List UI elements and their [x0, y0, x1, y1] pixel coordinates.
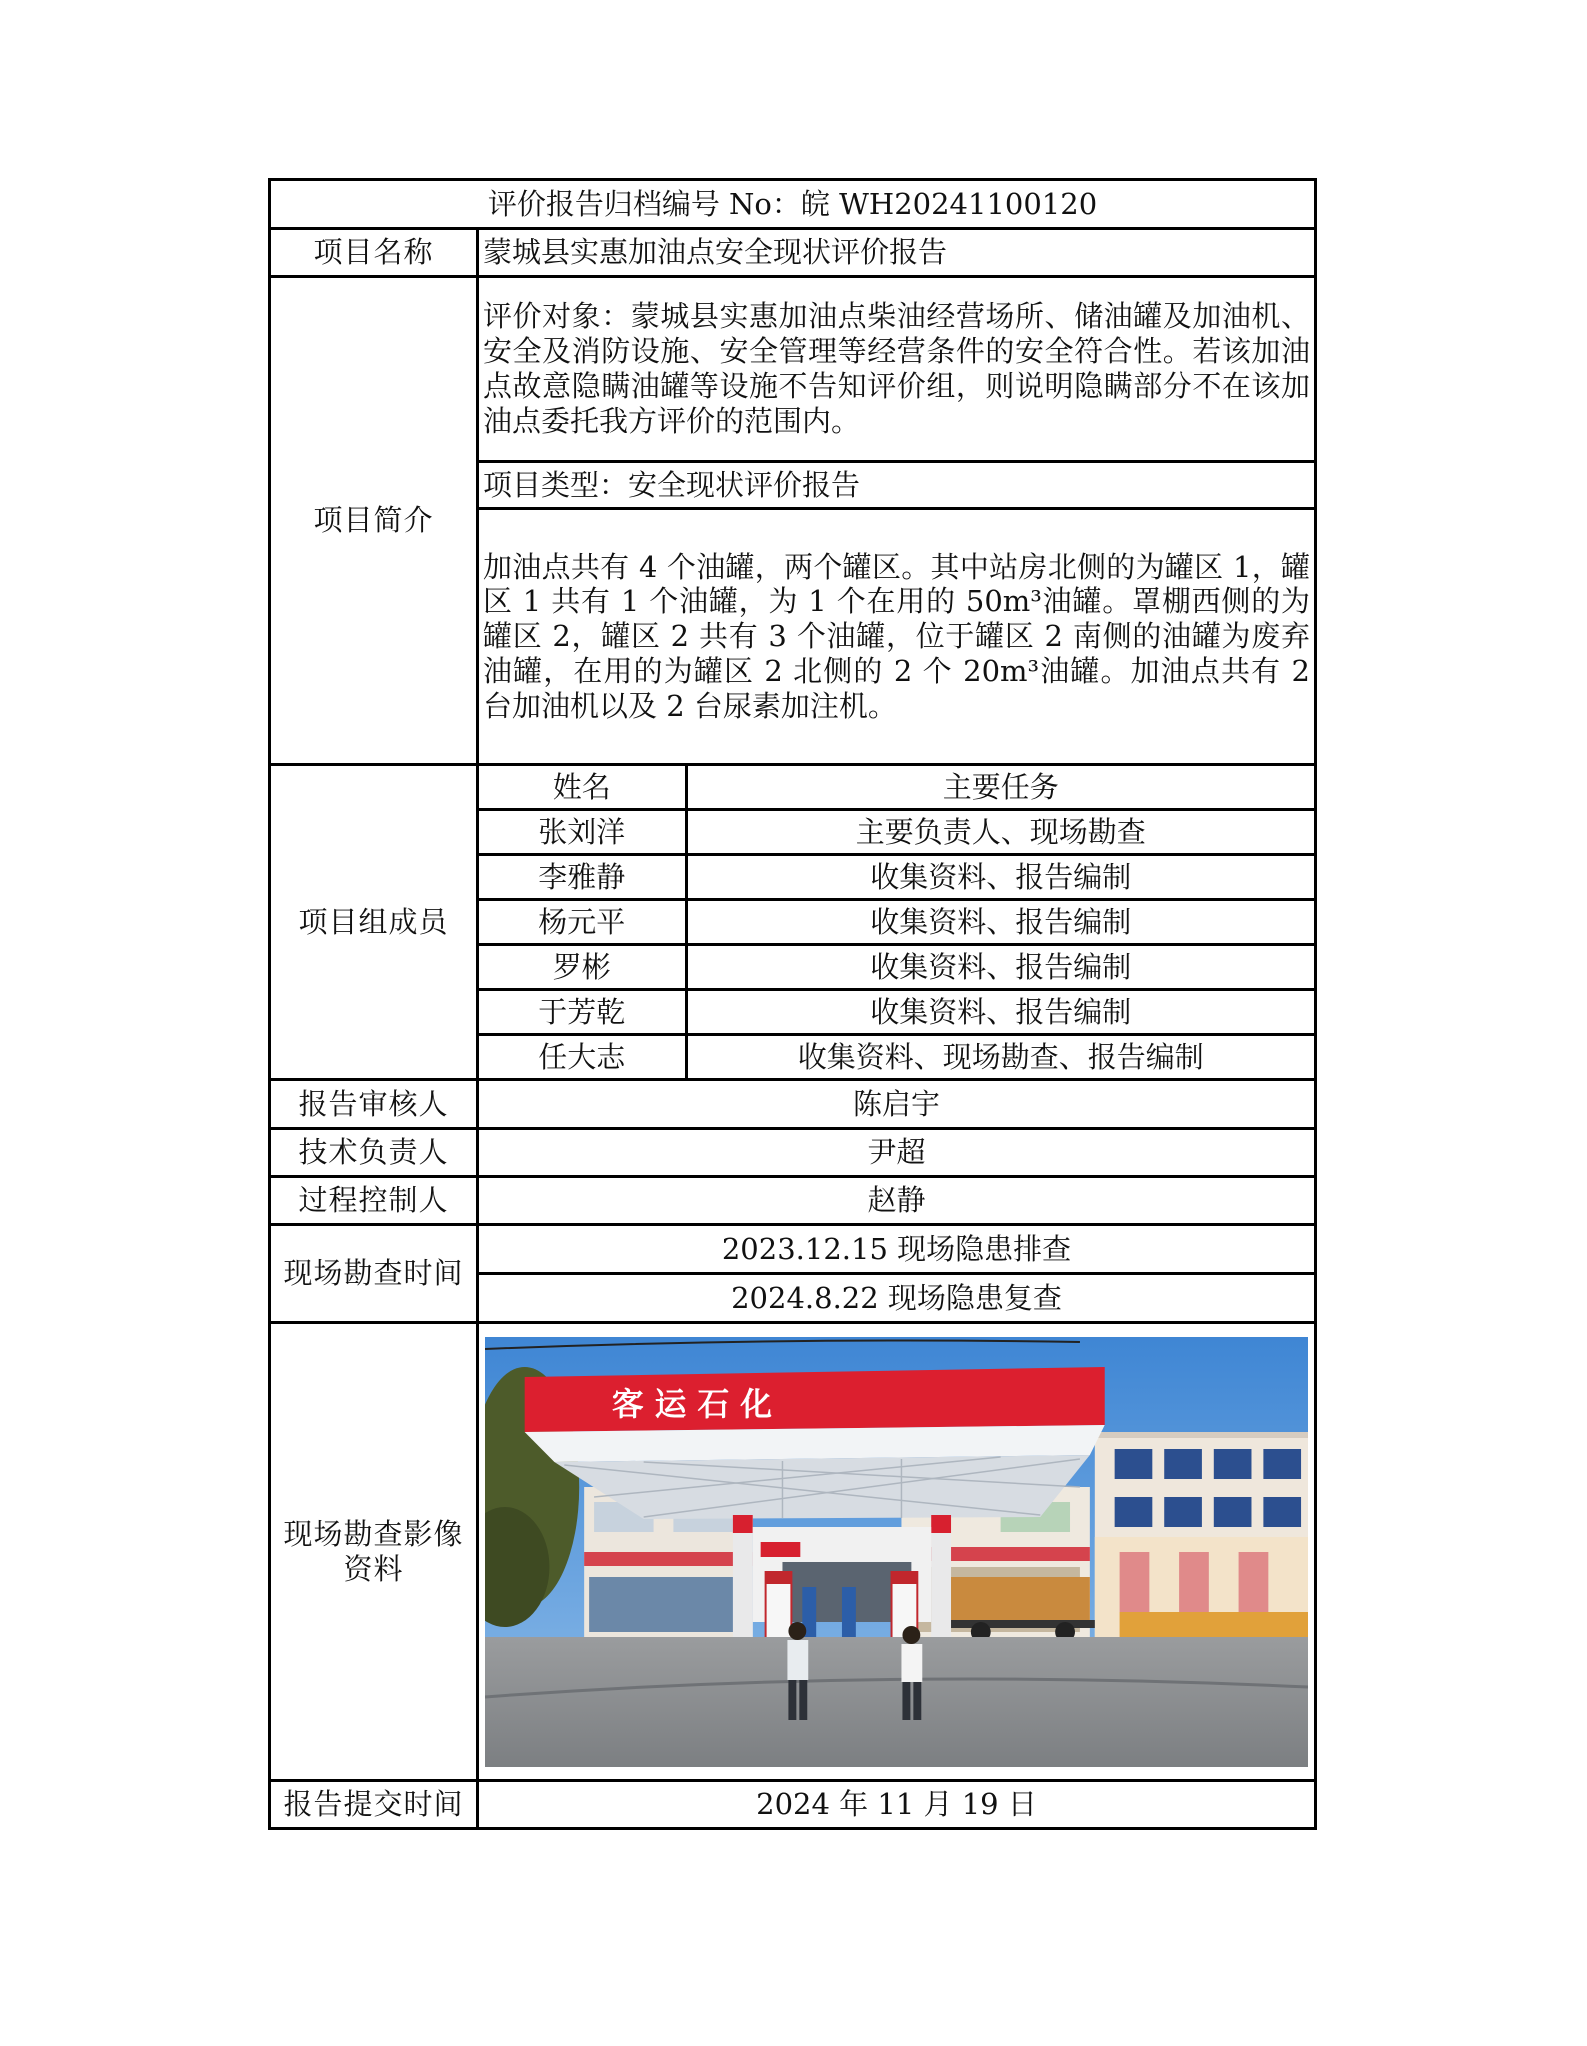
- table-row: [479, 810, 1314, 855]
- gas-station-photo: [485, 1337, 1308, 1767]
- evaluation-object-text: 评价对象：蒙城县实惠加油点柴油经营场所、储油罐及加油机、安全及消防设施、安全管理等经营条件的安全符合性。若该加油点故意隐瞒油罐等设施不告知评价组，则说明隐瞒部分不在该加油点委托我方评价的范围内。: [478, 277, 1316, 462]
- member-task: 收集资料、报告编制: [686, 900, 1314, 945]
- table-row: [479, 855, 1314, 900]
- member-task: 收集资料、报告编制: [686, 855, 1314, 900]
- survey-time-label: 现场勘查时间: [270, 1225, 478, 1323]
- survey-time-entry: 2023.12.15 现场隐患排查: [478, 1225, 1316, 1274]
- member-name: 于芳乾: [479, 990, 686, 1035]
- table-row: [479, 990, 1314, 1035]
- process-control-value: 赵静: [478, 1177, 1316, 1225]
- member-name: 张刘洋: [479, 810, 686, 855]
- submit-time-label: 报告提交时间: [270, 1781, 478, 1829]
- project-type-text: 项目类型：安全现状评价报告: [478, 462, 1316, 509]
- member-task: 收集资料、报告编制: [686, 945, 1314, 990]
- tank-details-text: 加油点共有 4 个油罐，两个罐区。其中站房北侧的为罐区 1，罐区 1 共有 1 个油罐，为 1 个在用的 50m³油罐。罩棚西侧的为罐区 2，罐区 2 共有 3 个油罐，位于罐区 2 南侧的油罐为废弃油罐，在用的为罐区 2 北侧的 2 个 20m³油罐。加油点共有 2 台加油机以及 2 台尿素加注机。: [478, 509, 1316, 765]
- team-members-table: [479, 766, 1314, 1078]
- submit-time-value: 2024 年 11 月 19 日: [478, 1781, 1316, 1829]
- canopy-sign-text: 客 运 石 化: [611, 1384, 772, 1423]
- survey-time-entry: 2024.8.22 现场隐患复查: [478, 1274, 1316, 1323]
- process-control-label: 过程控制人: [270, 1177, 478, 1225]
- table-row: [479, 1035, 1314, 1079]
- tech-lead-label: 技术负责人: [270, 1129, 478, 1177]
- project-name-value: 蒙城县实惠加油点安全现状评价报告: [478, 229, 1316, 277]
- building-right: [1095, 1432, 1308, 1642]
- team-header-task: 主要任务: [686, 766, 1314, 810]
- archive-number: 评价报告归档编号 No：皖 WH20241100120: [270, 180, 1316, 229]
- team-members-cell: [478, 765, 1316, 1080]
- survey-images-label: 现场勘查影像资料: [270, 1323, 478, 1781]
- project-name-label: 项目名称: [270, 229, 478, 277]
- report-info-table: [268, 178, 1317, 1830]
- team-header-row: [479, 766, 1314, 810]
- table-row: [479, 900, 1314, 945]
- member-name: 任大志: [479, 1035, 686, 1079]
- canopy: [525, 1367, 1105, 1519]
- tech-lead-value: 尹超: [478, 1129, 1316, 1177]
- member-name: 杨元平: [479, 900, 686, 945]
- member-name: 李雅静: [479, 855, 686, 900]
- member-task: 主要负责人、现场勘查: [686, 810, 1314, 855]
- project-intro-label: 项目简介: [270, 277, 478, 765]
- table-row: [479, 945, 1314, 990]
- team-label: 项目组成员: [270, 765, 478, 1080]
- member-task: 收集资料、现场勘查、报告编制: [797, 1039, 1204, 1074]
- member-name: 罗彬: [479, 945, 686, 990]
- reviewer-label: 报告审核人: [270, 1080, 478, 1129]
- member-task: 收集资料、报告编制: [686, 990, 1314, 1035]
- team-header-name: 姓名: [479, 766, 686, 810]
- reviewer-value: 陈启宇: [478, 1080, 1316, 1129]
- survey-photo-cell: [478, 1323, 1316, 1781]
